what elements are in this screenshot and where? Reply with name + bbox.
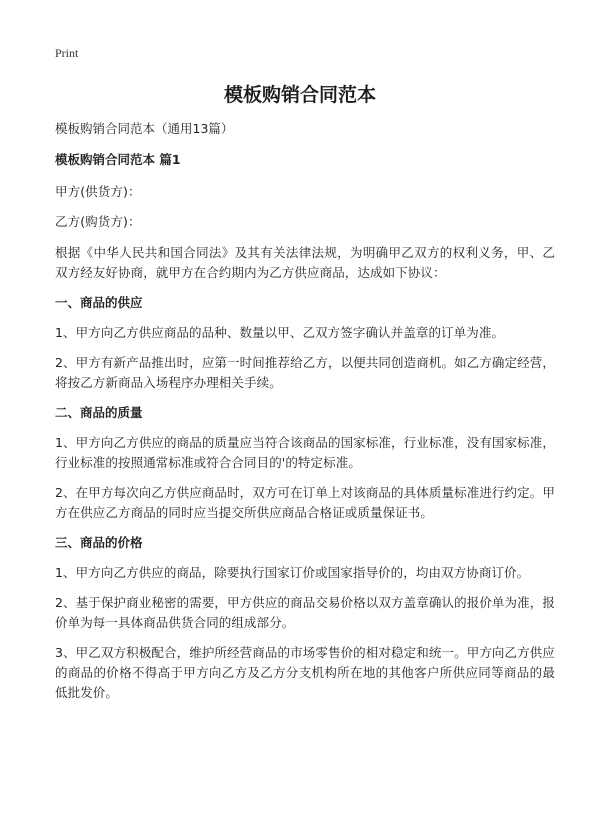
section-price	[55, 533, 555, 703]
party-b-label: 乙方(购货方)：	[55, 214, 141, 229]
intro-paragraph: 根据《中华人民共和国合同法》及其有关法律法规，为明确甲乙双方的权利义务，甲、乙双方经友好协商，就甲方在合约期内为乙方供应商品，达成如下协议：	[55, 245, 555, 280]
party-a-label: 甲方(供货方)：	[55, 184, 141, 199]
section-paragraph: 2、甲方有新产品推出时，应第一时间推荐给乙方，以便共同创造商机。如乙方确定经营，将按乙方新商品入场程序办理相关手续。	[55, 355, 555, 390]
section-paragraph: 2、在甲方每次向乙方供应商品时，双方可在订单上对该商品的具体质量标准进行约定。甲方在供应乙方商品的同时应当提交所供应商品合格证或质量保证书。	[55, 485, 555, 520]
document-body	[55, 120, 555, 713]
document-title: 模板购销合同范本	[223, 84, 376, 106]
section-paragraph: 1、甲方向乙方供应的商品，除要执行国家订价或国家指导价的，均由双方协商订价。	[55, 565, 530, 580]
section-heading: 一、商品的供应	[55, 295, 143, 310]
document-subtitle: 模板购销合同范本（通用13篇）	[55, 121, 234, 136]
section-quality	[55, 403, 555, 523]
section-heading: 二、商品的质量	[55, 405, 143, 420]
section-paragraph: 3、甲乙双方积极配合，维护所经营商品的市场零售价的相对稳定和统一。甲方向乙方供应的商品的价格不得高于甲方向乙方及乙方分支机构所在地的其他客户所供应同等商品的最低批发价。	[55, 645, 555, 700]
section-paragraph: 1、甲方向乙方供应的商品的质量应当符合该商品的国家标准，行业标准，没有国家标准，行业标准的按照通常标准或符合合同目的'的特定标准。	[55, 435, 555, 470]
print-link[interactable]: Print	[55, 46, 79, 60]
section-paragraph: 2、基于保护商业秘密的需要，甲方供应的商品交易价格以双方盖章确认的报价单为准，报价单为每一具体商品供货合同的组成部分。	[55, 595, 555, 630]
section-heading: 三、商品的价格	[55, 535, 143, 550]
section-supply	[55, 293, 555, 393]
section-paragraph: 1、甲方向乙方供应商品的品种、数量以甲、乙双方签字确认并盖章的订单为准。	[55, 325, 505, 340]
article-title: 模板购销合同范本 篇1	[55, 152, 181, 167]
